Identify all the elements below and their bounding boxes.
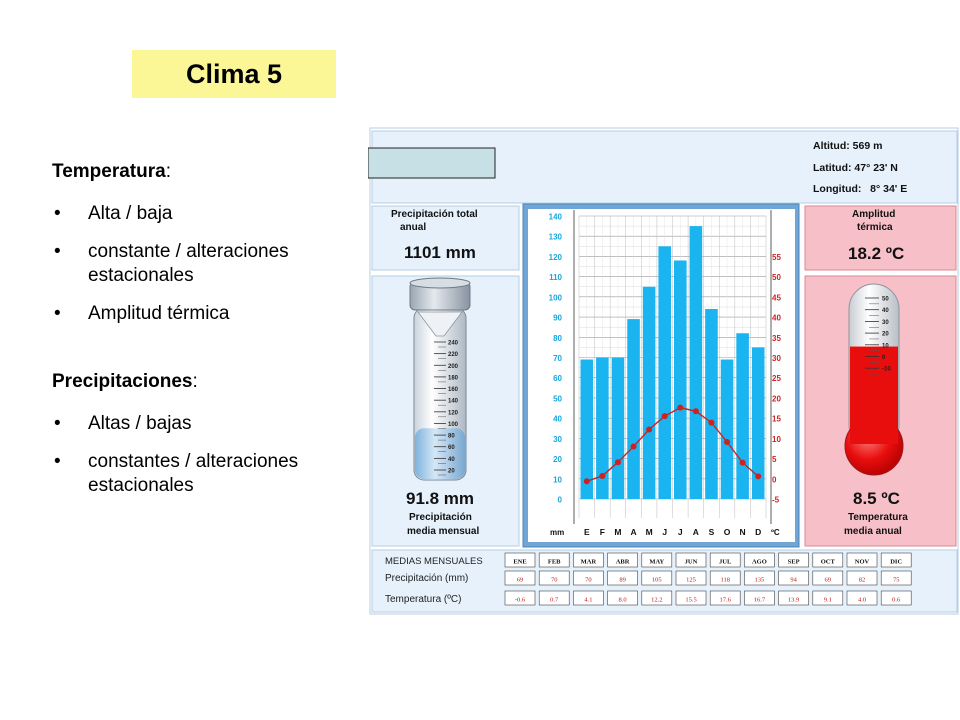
longitud-text: Longitud: 8° 34' E: [813, 183, 908, 195]
left-tick-label: 80: [553, 333, 562, 343]
gauge-tick-label: 160: [448, 387, 459, 394]
gauge-cap-top: [410, 278, 470, 288]
table-header-text: NOV: [854, 558, 870, 566]
precip-bar: [690, 226, 703, 499]
temperature-heading: Temperatura: [52, 161, 166, 182]
left-tick-label: 10: [553, 475, 562, 485]
right-tick-label: 5: [772, 455, 777, 465]
table-header-text: OCT: [820, 558, 835, 566]
table-temp-text: 15.5: [685, 596, 697, 604]
table-temp-text: 4.1: [584, 596, 593, 604]
thermo-tick-label: -10: [882, 366, 891, 373]
precip-mean-label-1: Precipitación: [409, 512, 472, 523]
right-tick-label: -5: [772, 495, 780, 505]
table-precip-text: 69: [824, 576, 832, 584]
x-axis-label-left: mm: [550, 528, 565, 537]
gauge-tick-label: 40: [448, 456, 455, 463]
precip-bar: [581, 360, 594, 499]
temp-point: [755, 473, 761, 479]
gauge-tick-label: 200: [448, 363, 459, 370]
precip-heading-row: [52, 370, 362, 394]
amplitude-label-1: Amplitud: [852, 209, 896, 220]
table-temp-text: 17.6: [719, 596, 731, 604]
table-precip-text: 75: [892, 576, 900, 584]
table-header-text: MAY: [649, 558, 665, 566]
table-header-text: DIC: [890, 558, 903, 566]
precip-bar: [612, 358, 625, 500]
list-item: • constante / alteraciones estacionales: [52, 240, 362, 288]
table-heading: MEDIAS MENSUALES: [385, 556, 483, 567]
thermo-liquid: [850, 347, 898, 444]
left-tick-label: 120: [548, 252, 562, 262]
left-text: [52, 160, 362, 512]
right-tick-label: 50: [772, 273, 781, 283]
right-tick-label: 20: [772, 394, 781, 404]
left-tick-label: 110: [549, 273, 562, 283]
table-temp-text: -0.6: [514, 596, 526, 604]
month-tick-label: M: [614, 527, 622, 537]
precip-section: [52, 370, 362, 498]
temp-point: [584, 478, 590, 484]
table-header-text: AGO: [751, 558, 767, 566]
month-tick-label: F: [599, 527, 605, 537]
left-tick-label: 70: [553, 354, 562, 363]
temp-mean-label-2: media anual: [844, 526, 902, 537]
table-temp-text: 4.0: [857, 596, 867, 604]
thermo-tick-label: 30: [882, 319, 889, 326]
temperature-list: [52, 202, 362, 326]
table-header-text: ABR: [615, 558, 630, 566]
list-item: • Alta / baja: [52, 202, 362, 226]
left-tick-label: 40: [553, 414, 562, 424]
gauge-tick-label: 100: [448, 421, 459, 428]
left-tick-label: 140: [548, 212, 562, 222]
precip-total-value: 1101 mm: [404, 243, 476, 262]
temperature-section: [52, 160, 362, 326]
table-precip-text: 105: [651, 576, 662, 584]
right-tick-label: 45: [772, 293, 781, 303]
left-tick-label: 60: [553, 374, 562, 384]
altitud-text: Altitud: 569 m: [813, 140, 883, 152]
thermo-tick-label: 40: [882, 308, 889, 315]
table-precip-text: 82: [858, 576, 866, 584]
gauge-tick-label: 60: [448, 445, 455, 452]
climograph: [368, 126, 960, 618]
precip-list: [52, 412, 362, 498]
gauge-tick-label: 220: [448, 352, 459, 359]
month-tick-label: D: [755, 527, 762, 537]
precip-mean-value: 91.8 mm: [406, 489, 475, 508]
month-tick-label: O: [723, 527, 731, 537]
temp-point: [662, 413, 668, 419]
right-tick-label: 35: [772, 333, 781, 343]
x-axis-label-right: ºC: [771, 528, 780, 537]
precip-bar: [643, 287, 656, 499]
precip-total-label-2: anual: [400, 222, 427, 233]
temp-mean-label-1: Temperatura: [848, 512, 908, 523]
precip-bar: [705, 309, 718, 499]
gauge-tick-label: 240: [448, 340, 459, 347]
month-tick-label: A: [630, 527, 637, 537]
temp-point: [599, 473, 605, 479]
temp-point: [646, 426, 652, 432]
gauge-tick-label: 140: [448, 398, 459, 405]
gauge-water: [415, 428, 465, 479]
table-temp-text: 12.2: [651, 596, 663, 604]
latitud-text: Latitud: 47° 23' N: [813, 162, 898, 174]
precip-bar: [721, 360, 734, 499]
month-tick-label: A: [692, 527, 699, 537]
precip-mean-label-2: media mensual: [407, 526, 480, 537]
month-tick-label: J: [677, 527, 683, 537]
table-header-text: FEB: [547, 558, 561, 566]
temp-mean-value: 8.5 ºC: [853, 489, 900, 508]
temperature-heading-row: [52, 160, 362, 184]
right-tick-label: 15: [772, 414, 781, 424]
table-header-text: MAR: [580, 558, 597, 566]
thermometer: [845, 284, 903, 475]
thermo-tick-label: 20: [882, 331, 889, 338]
precip-bar: [736, 333, 749, 499]
precip-bar: [674, 260, 687, 499]
table-temp-text: 0.7: [550, 596, 559, 604]
table-temp-text: 8.0: [618, 596, 627, 604]
temp-point: [740, 460, 746, 466]
temp-point: [724, 439, 730, 445]
left-tick-label: 0: [557, 495, 562, 505]
page-title: Clima 5: [185, 58, 283, 89]
table-precip-label: Precipitación (mm): [385, 573, 469, 584]
table-precip-text: 94: [790, 576, 797, 584]
table-precip-text: 69: [516, 576, 524, 584]
temp-point: [677, 405, 683, 411]
temp-point: [693, 408, 699, 414]
table-precip-text: 118: [720, 576, 730, 584]
rain-gauge: [410, 278, 470, 480]
gauge-tick-label: 20: [448, 468, 455, 475]
precip-bar: [658, 246, 671, 499]
thermo-tick-label: 0: [882, 355, 886, 361]
table-precip-text: 70: [550, 576, 558, 584]
table-header-text: ENE: [513, 558, 527, 566]
month-tick-label: J: [662, 527, 668, 537]
thermo-tick-label: 10: [882, 343, 889, 350]
right-tick-label: 55: [772, 252, 781, 262]
left-tick-label: 50: [553, 394, 562, 404]
right-tick-label: 10: [772, 434, 781, 444]
precip-bar: [627, 319, 640, 499]
temp-point: [615, 459, 621, 465]
left-tick-label: 100: [548, 293, 562, 303]
amplitude-label-2: térmica: [857, 222, 893, 233]
table-temp-text: 9.1: [823, 596, 832, 604]
month-tick-label: M: [645, 527, 653, 537]
amplitude-value: 18.2 ºC: [848, 244, 905, 263]
temperature-heading-suffix: :: [165, 161, 171, 182]
gauge-tick-label: 180: [448, 375, 459, 382]
right-tick-label: 40: [772, 313, 781, 323]
list-item: • constantes / alteraciones estacionales: [52, 450, 362, 498]
month-tick-label: S: [708, 527, 715, 537]
table-header-text: JUL: [719, 558, 732, 566]
left-tick-label: 90: [553, 313, 562, 323]
month-tick-label: N: [739, 527, 746, 537]
table-precip-text: 125: [686, 576, 696, 584]
gauge-tick-label: 120: [448, 410, 459, 417]
left-tick-label: 20: [553, 455, 562, 465]
temp-point: [708, 420, 714, 426]
temp-point: [631, 443, 637, 449]
table-precip-text: 70: [585, 576, 592, 584]
left-tick-label: 130: [548, 232, 562, 242]
list-item: • Altas / bajas: [52, 412, 362, 436]
month-tick-label: E: [583, 527, 590, 537]
precip-heading: Precipitaciones: [52, 371, 193, 392]
table-precip-text: 89: [619, 576, 626, 584]
title-box: [132, 50, 336, 98]
table-temp-text: 16.7: [753, 596, 766, 604]
right-tick-label: 30: [772, 354, 781, 363]
table-header-text: SEP: [787, 558, 800, 566]
gauge-tick-label: 80: [448, 433, 455, 440]
table-precip-text: 135: [754, 576, 765, 584]
table-temp-text: 0.6: [892, 596, 901, 604]
precip-heading-suffix: :: [192, 371, 198, 392]
thermo-tick-label: 50: [882, 296, 889, 303]
right-tick-label: 0: [772, 475, 777, 485]
left-tick-label: 30: [553, 434, 562, 444]
list-item: • Amplitud térmica: [52, 302, 362, 326]
right-tick-label: 25: [772, 374, 781, 384]
station-name-box: [368, 148, 495, 178]
table-header-text: JUN: [684, 558, 698, 566]
table-temp-label: Temperatura (ºC): [385, 594, 462, 605]
table-temp-text: 13.9: [787, 596, 800, 604]
precip-total-label-1: Precipitación total: [391, 209, 478, 220]
